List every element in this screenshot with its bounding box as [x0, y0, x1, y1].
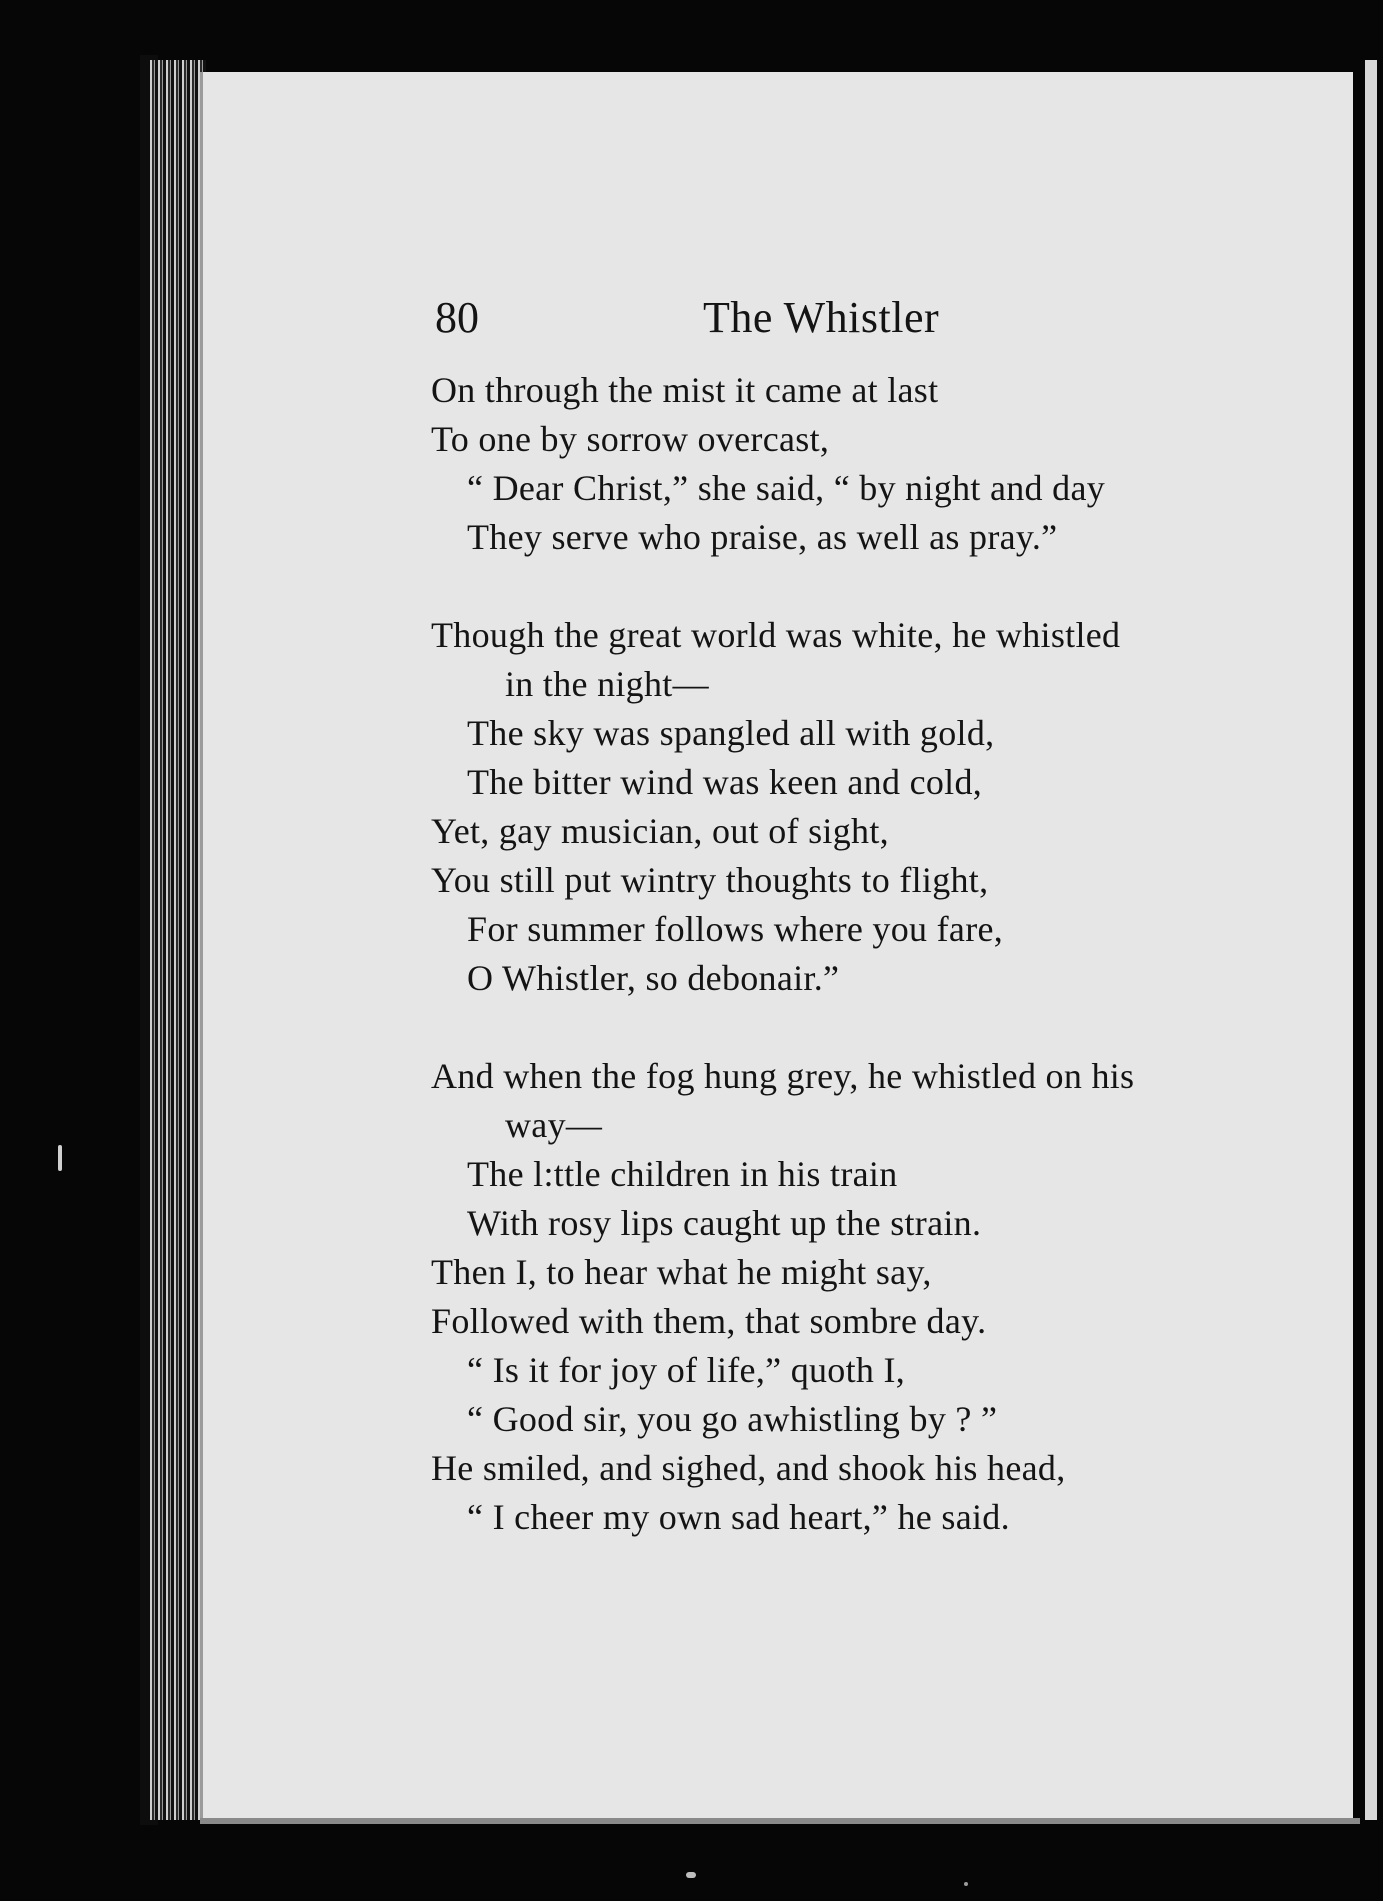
poem-line: “ Is it for joy of life,” quoth I, [467, 1350, 906, 1390]
poem-line: way— [505, 1105, 603, 1145]
running-head [435, 292, 1235, 348]
poem-line: O Whistler, so debonair.” [467, 958, 840, 998]
book-page-edges [150, 60, 206, 1820]
scan-artifact [686, 1872, 696, 1878]
poem-line: To one by sorrow overcast, [431, 419, 830, 459]
poem-line: The sky was spangled all with gold, [467, 713, 995, 753]
poem-line: You still put wintry thoughts to flight, [431, 860, 989, 900]
poem-line: Though the great world was white, he whistled [431, 615, 1121, 655]
poem-line: The bitter wind was keen and cold, [467, 762, 983, 802]
scan-artifact [58, 1145, 62, 1171]
poem-line: He smiled, and sighed, and shook his head, [431, 1448, 1066, 1488]
scan-artifact [964, 1882, 968, 1886]
page-number: 80 [435, 293, 479, 342]
poem-line: For summer follows where you fare, [467, 909, 1004, 949]
poem-line: The l:ttle children in his train [467, 1154, 898, 1194]
poem-line: With rosy lips caught up the strain. [467, 1203, 982, 1243]
facing-page-edge [1365, 60, 1377, 1820]
poem-line: “ Good sir, you go awhistling by ? ” [467, 1399, 998, 1439]
poem-line: And when the fog hung grey, he whistled on his [431, 1056, 1135, 1096]
poem-line: Yet, gay musician, out of sight, [431, 811, 889, 851]
page-bottom-edge [200, 1818, 1360, 1824]
poem-line: Followed with them, that sombre day. [431, 1301, 987, 1341]
poem-line: They serve who praise, as well as pray.” [467, 517, 1058, 557]
poem-line: “ Dear Christ,” she said, “ by night and day [467, 468, 1106, 508]
running-title: The Whistler [703, 293, 940, 342]
poem-line: in the night— [505, 664, 709, 704]
poem-line: On through the mist it came at last [431, 370, 939, 410]
poem-line: “ I cheer my own sad heart,” he said. [467, 1497, 1010, 1537]
poem-text [203, 72, 1353, 1820]
book-page [200, 72, 1353, 1820]
poem-line: Then I, to hear what he might say, [431, 1252, 932, 1292]
